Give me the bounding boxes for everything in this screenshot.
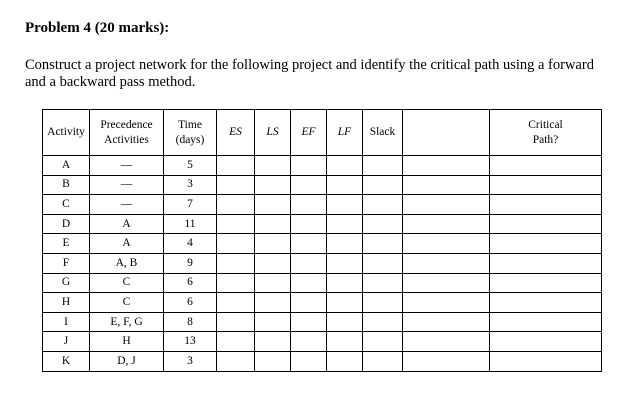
slack-cell xyxy=(363,351,403,371)
activity-cell: J xyxy=(43,332,90,352)
lf-cell xyxy=(327,312,363,332)
critical-path-cell xyxy=(490,293,602,313)
time-cell: 9 xyxy=(164,253,217,273)
ef-cell xyxy=(291,273,327,293)
es-cell xyxy=(217,312,255,332)
slack-cell xyxy=(363,293,403,313)
header-precedence-line1: Precedence xyxy=(100,118,153,131)
header-row xyxy=(43,110,602,156)
blank-cell xyxy=(403,175,490,195)
ls-cell xyxy=(255,175,291,195)
header-critical-path xyxy=(490,110,602,156)
table-row xyxy=(43,175,602,195)
blank-cell xyxy=(403,253,490,273)
critical-path-cell xyxy=(490,214,602,234)
slack-cell xyxy=(363,175,403,195)
lf-cell xyxy=(327,332,363,352)
ef-cell xyxy=(291,214,327,234)
activity-cell: I xyxy=(43,312,90,332)
ls-cell xyxy=(255,351,291,371)
ls-cell xyxy=(255,273,291,293)
table-row xyxy=(43,156,602,176)
slack-cell xyxy=(363,214,403,234)
header-critical-line1: Critical xyxy=(528,118,563,131)
blank-cell xyxy=(403,234,490,254)
lf-cell xyxy=(327,253,363,273)
precedence-cell: — xyxy=(90,175,164,195)
blank-cell xyxy=(403,332,490,352)
ls-cell xyxy=(255,293,291,313)
activity-cell: G xyxy=(43,273,90,293)
es-cell xyxy=(217,195,255,215)
ef-cell xyxy=(291,175,327,195)
header-precedence xyxy=(90,110,164,156)
table-row xyxy=(43,351,602,371)
header-time-line2: (days) xyxy=(175,133,205,146)
table-row xyxy=(43,195,602,215)
precedence-cell: D, J xyxy=(90,351,164,371)
activity-table xyxy=(42,109,602,372)
ef-cell xyxy=(291,195,327,215)
header-ef: EF xyxy=(291,110,327,156)
activity-cell: F xyxy=(43,253,90,273)
blank-cell xyxy=(403,214,490,234)
blank-cell xyxy=(403,293,490,313)
table-row xyxy=(43,312,602,332)
header-time-line1: Time xyxy=(178,118,202,131)
critical-path-cell xyxy=(490,332,602,352)
es-cell xyxy=(217,351,255,371)
precedence-cell: A, B xyxy=(90,253,164,273)
header-ls: LS xyxy=(255,110,291,156)
es-cell xyxy=(217,273,255,293)
es-cell xyxy=(217,214,255,234)
ls-cell xyxy=(255,214,291,234)
precedence-cell: E, F, G xyxy=(90,312,164,332)
lf-cell xyxy=(327,234,363,254)
slack-cell xyxy=(363,332,403,352)
header-time xyxy=(164,110,217,156)
lf-cell xyxy=(327,175,363,195)
critical-path-cell xyxy=(490,351,602,371)
time-cell: 5 xyxy=(164,156,217,176)
lf-cell xyxy=(327,195,363,215)
es-cell xyxy=(217,332,255,352)
critical-path-cell xyxy=(490,175,602,195)
ef-cell xyxy=(291,234,327,254)
es-cell xyxy=(217,293,255,313)
table-row xyxy=(43,273,602,293)
table-row xyxy=(43,253,602,273)
ef-cell xyxy=(291,253,327,273)
time-cell: 6 xyxy=(164,293,217,313)
time-cell: 8 xyxy=(164,312,217,332)
time-cell: 3 xyxy=(164,175,217,195)
ls-cell xyxy=(255,312,291,332)
blank-cell xyxy=(403,273,490,293)
table-row xyxy=(43,332,602,352)
ef-cell xyxy=(291,332,327,352)
critical-path-cell xyxy=(490,156,602,176)
ef-cell xyxy=(291,351,327,371)
time-cell: 4 xyxy=(164,234,217,254)
precedence-cell: — xyxy=(90,156,164,176)
blank-cell xyxy=(403,156,490,176)
precedence-cell: — xyxy=(90,195,164,215)
header-lf: LF xyxy=(327,110,363,156)
lf-cell xyxy=(327,214,363,234)
slack-cell xyxy=(363,253,403,273)
critical-path-cell xyxy=(490,195,602,215)
blank-cell xyxy=(403,351,490,371)
critical-path-cell xyxy=(490,234,602,254)
ef-cell xyxy=(291,312,327,332)
activity-cell: B xyxy=(43,175,90,195)
precedence-cell: C xyxy=(90,293,164,313)
ef-cell xyxy=(291,293,327,313)
lf-cell xyxy=(327,351,363,371)
precedence-cell: C xyxy=(90,273,164,293)
activity-cell: D xyxy=(43,214,90,234)
activity-rows xyxy=(43,156,602,372)
header-activity: Activity xyxy=(43,110,90,156)
activity-cell: K xyxy=(43,351,90,371)
blank-cell xyxy=(403,195,490,215)
es-cell xyxy=(217,156,255,176)
time-cell: 3 xyxy=(164,351,217,371)
slack-cell xyxy=(363,312,403,332)
es-cell xyxy=(217,175,255,195)
header-es: ES xyxy=(217,110,255,156)
critical-path-cell xyxy=(490,273,602,293)
activity-cell: E xyxy=(43,234,90,254)
activity-cell: A xyxy=(43,156,90,176)
ef-cell xyxy=(291,156,327,176)
header-precedence-line2: Activities xyxy=(104,133,149,146)
ls-cell xyxy=(255,234,291,254)
table-row xyxy=(43,293,602,313)
header-slack: Slack xyxy=(363,110,403,156)
time-cell: 6 xyxy=(164,273,217,293)
activity-cell: H xyxy=(43,293,90,313)
lf-cell xyxy=(327,273,363,293)
lf-cell xyxy=(327,156,363,176)
slack-cell xyxy=(363,234,403,254)
ls-cell xyxy=(255,253,291,273)
time-cell: 7 xyxy=(164,195,217,215)
slack-cell xyxy=(363,273,403,293)
slack-cell xyxy=(363,156,403,176)
slack-cell xyxy=(363,195,403,215)
problem-instructions: Construct a project network for the following project and identify the critical path using a forward and a backward pass method. xyxy=(25,57,594,90)
problem-title: Problem 4 (20 marks): xyxy=(25,20,170,36)
critical-path-cell xyxy=(490,312,602,332)
es-cell xyxy=(217,234,255,254)
lf-cell xyxy=(327,293,363,313)
ls-cell xyxy=(255,332,291,352)
time-cell: 13 xyxy=(164,332,217,352)
precedence-cell: H xyxy=(90,332,164,352)
table-row xyxy=(43,234,602,254)
header-critical-line2: Path? xyxy=(532,133,559,146)
table-row xyxy=(43,214,602,234)
time-cell: 11 xyxy=(164,214,217,234)
ls-cell xyxy=(255,156,291,176)
es-cell xyxy=(217,253,255,273)
blank-cell xyxy=(403,312,490,332)
precedence-cell: A xyxy=(90,234,164,254)
precedence-cell: A xyxy=(90,214,164,234)
activity-cell: C xyxy=(43,195,90,215)
ls-cell xyxy=(255,195,291,215)
header-blank xyxy=(403,110,490,156)
critical-path-cell xyxy=(490,253,602,273)
